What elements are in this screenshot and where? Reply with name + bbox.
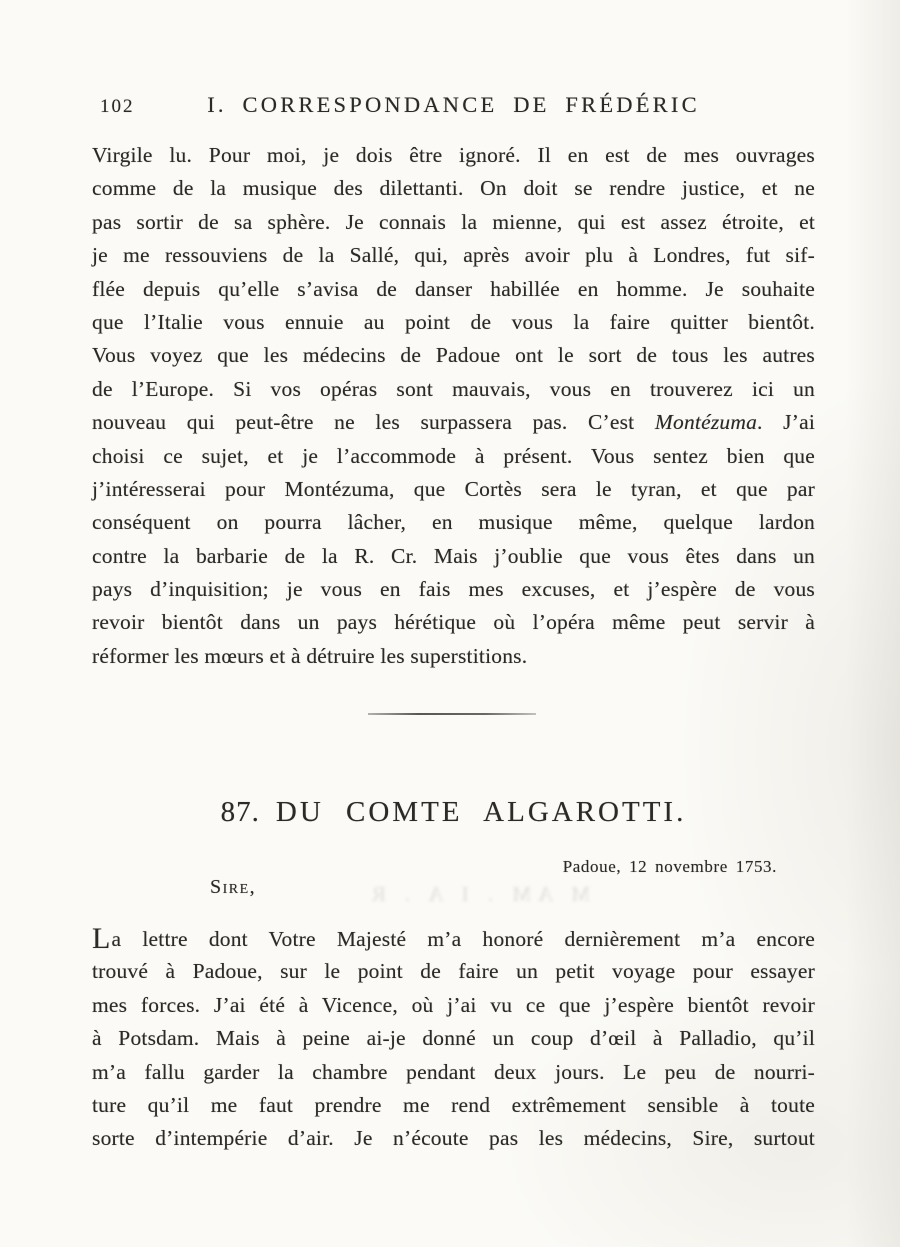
text-line: ture qu’il me faut prendre me rend extrêmement sensible à toute bbox=[92, 1092, 815, 1117]
letter-86-continuation-paragraph bbox=[92, 139, 815, 673]
text-line: de l’Europe. Si vos opéras sont mauvais, vous en trouverez ici un bbox=[92, 376, 815, 401]
text-line: m’a fallu garder la chambre pendant deux jours. Le peu de nourri- bbox=[92, 1059, 815, 1084]
salutation: Sire, bbox=[210, 876, 257, 898]
dateline: Padoue, 12 novembre 1753. bbox=[562, 857, 777, 876]
text-line: revoir bientôt dans un pays hérétique où l’opéra même peut servir à bbox=[92, 610, 815, 635]
text-line: conséquent on pourra lâcher, en musique même, quelque lardon bbox=[92, 510, 815, 535]
text-line: à Potsdam. Mais à peine ai-je donné un coup d’œil à Palladio, qu’il bbox=[92, 1026, 815, 1051]
running-header bbox=[92, 92, 815, 122]
text-line: flée depuis qu’elle s’avisa de danser habillée en homme. Je souhaite bbox=[92, 276, 815, 301]
letter-87-heading bbox=[92, 796, 815, 829]
text-line: réformer les mœurs et à détruire les superstitions. bbox=[92, 643, 528, 668]
text-line: choisi ce sujet, et je l’accommode à présent. Vous sentez bien que bbox=[92, 443, 815, 468]
section-divider-rule bbox=[368, 713, 536, 715]
text-line: Virgile lu. Pour moi, je dois être ignoré. Il en est de mes ouvrages bbox=[92, 143, 815, 167]
text-line: trouvé à Padoue, sur le point de faire un petit voyage pour essayer bbox=[92, 959, 815, 984]
text-line: contre la barbarie de la R. Cr. Mais j’oublie que vous êtes dans un bbox=[92, 543, 815, 568]
text-line: pas sortir de sa sphère. Je connais la mienne, qui est assez étroite, et bbox=[92, 209, 815, 234]
text-line: j’intéresserai pour Montézuma, que Cortès sera le tyran, et que par bbox=[92, 476, 815, 501]
enlarged-initial: L bbox=[92, 922, 111, 955]
text-line: pays d’inquisition; je vous en fais mes excuses, et j’espère de vous bbox=[92, 577, 815, 602]
bleed-through-artifact: M AM . I A . R bbox=[364, 882, 590, 906]
text-line: sorte d’intempérie d’air. Je n’écoute pas les médecins, Sire, surtout bbox=[92, 1126, 815, 1151]
running-title: I. CORRESPONDANCE DE FRÉDÉRIC bbox=[207, 92, 700, 117]
letter-number: 87. bbox=[220, 796, 260, 828]
page-number: 102 bbox=[100, 96, 135, 117]
letter-title: DU COMTE ALGAROTTI. bbox=[275, 796, 687, 828]
text-line: mes forces. J’ai été à Vicence, où j’ai vu ce que j’espère bientôt revoir bbox=[92, 992, 815, 1017]
italic-text: Montézuma bbox=[654, 410, 758, 435]
text-line: que l’Italie vous ennuie au point de vous la faire quitter bientôt. bbox=[92, 309, 815, 334]
text-line: Vous voyez que les médecins de Padoue ont le sort de tous les autres bbox=[92, 343, 815, 368]
text-line: comme de la musique des dilettanti. On doit se rendre justice, et ne bbox=[92, 176, 815, 201]
letter-87-body-paragraph bbox=[92, 922, 815, 1156]
text-line: je me ressouviens de la Sallé, qui, après avoir plu à Londres, fut sif- bbox=[92, 243, 815, 268]
text-line: La lettre dont Votre Majesté m’a honoré dernièrement m’a encore bbox=[92, 922, 815, 955]
text-line: nouveau qui peut-être ne les surpassera pas. C’est Montézuma. J’ai bbox=[92, 410, 816, 435]
